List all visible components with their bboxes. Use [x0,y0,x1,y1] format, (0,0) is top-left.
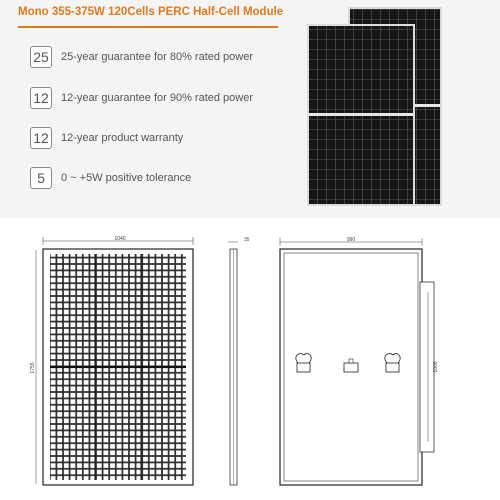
feature-text: 0 ~ +5W positive tolerance [61,172,192,184]
feature-number-badge: 25 [30,46,52,68]
front-width-label: 1040 [114,236,126,242]
solar-panel-photo [300,0,500,218]
feature-text: 25-year guarantee for 80% rated power [61,51,254,63]
front-height-label: 1755 [30,362,36,374]
feature-item [30,45,253,69]
title-underline [18,26,278,28]
feature-text: 12-year guarantee for 90% rated power [61,92,254,104]
feature-number-badge: 5 [30,167,52,189]
front-view-drawing [30,232,215,490]
back-view-drawing [270,232,445,490]
feature-item [30,86,253,110]
mounting-rail [420,282,434,452]
back-width-label: 990 [346,237,356,243]
feature-number-badge: 12 [30,127,52,149]
side-thickness-label: 35 [244,237,250,243]
back-height-label: 1000 [433,361,439,373]
feature-item [30,166,191,190]
feature-text: 12-year product warranty [61,132,184,144]
front-panel-image [307,24,415,206]
product-title: Mono 355-375W 120Cells PERC Half-Cell Module [18,6,284,18]
feature-number-badge: 12 [30,87,52,109]
feature-item [30,126,183,150]
side-view-drawing [222,232,252,490]
